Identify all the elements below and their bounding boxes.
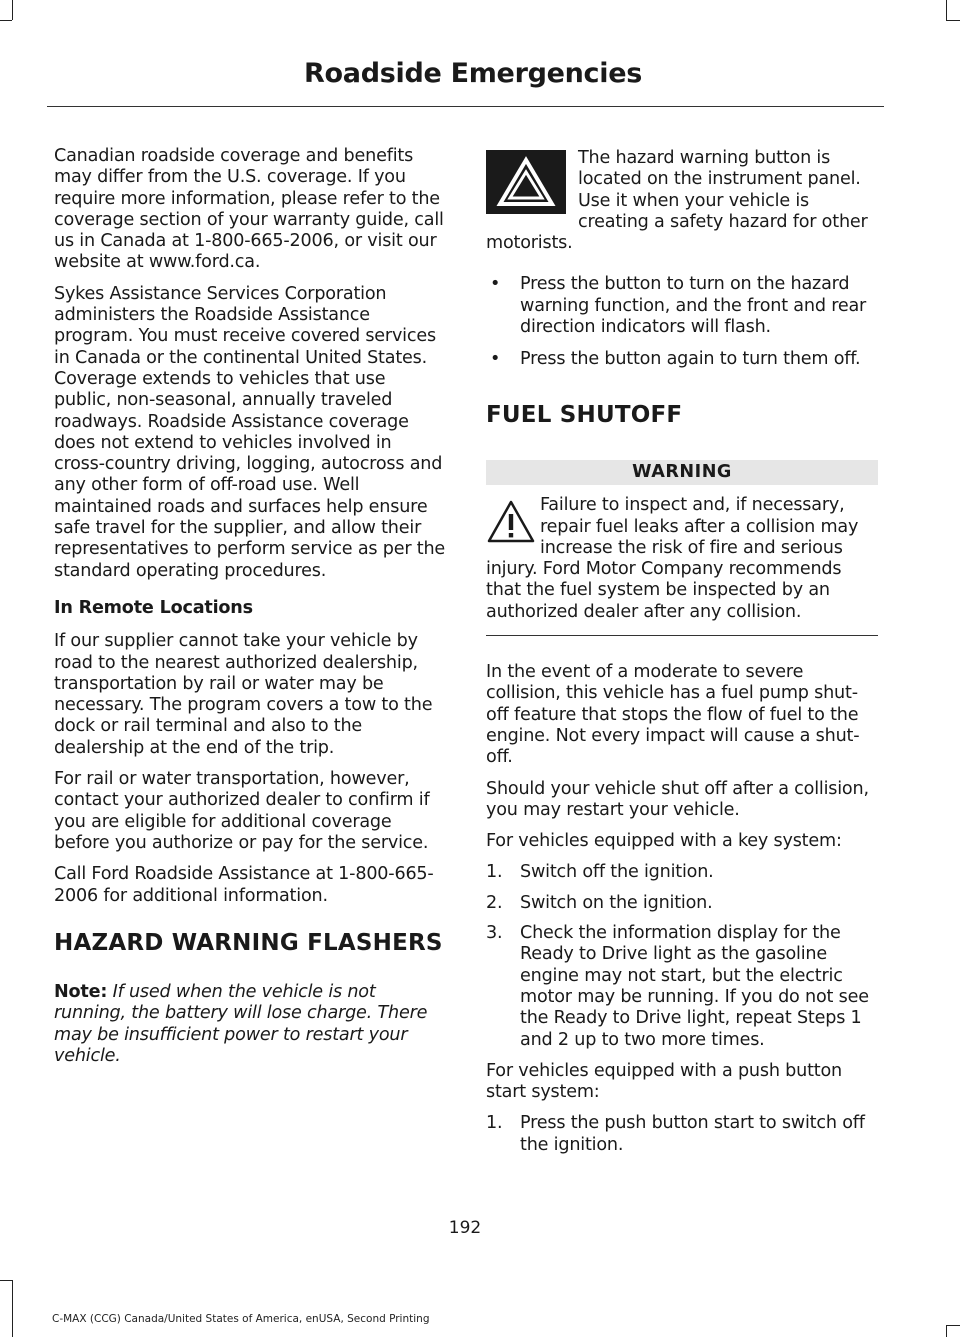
page-header xyxy=(0,58,960,89)
crop-mark xyxy=(12,0,13,20)
step-number: 3. xyxy=(486,923,503,944)
paragraph: Canadian roadside coverage and benefits may differ from the U.S. coverage. If you require more information, please refer to the coverage section of your warranty guide, call us in Canada at 1-800-665-2006, or visit our website at www.ford.ca. xyxy=(54,146,444,273)
paragraph: In the event of a moderate to severe collision, this vehicle has a fuel pump shut-off feature that stops the flow of fuel to the engine. Not every impact will cause a shut-off. xyxy=(486,662,860,768)
crop-mark xyxy=(0,1280,12,1281)
list-item xyxy=(486,1113,878,1156)
crop-mark xyxy=(946,0,947,20)
crop-mark xyxy=(0,20,12,21)
step-number: 2. xyxy=(486,892,503,913)
note-label: Note: xyxy=(54,982,108,1003)
crop-mark xyxy=(946,1325,960,1326)
hazard-text: The hazard warning button is located on the instrument panel. Use it when your vehicle is creating a safety hazard for other motorists. xyxy=(486,148,868,254)
left-column xyxy=(54,146,446,1077)
page-title: Roadside Emergencies xyxy=(304,58,642,89)
warning-box xyxy=(486,460,878,636)
step-number: 1. xyxy=(486,862,503,883)
list-item: • Press the button again to turn them off. xyxy=(486,349,878,370)
hazard-bullets xyxy=(486,274,878,370)
list-item xyxy=(486,862,878,883)
key-system-steps xyxy=(486,862,878,1050)
footer-edition: C-MAX (CCG) Canada/United States of America, enUSA, Second Printing xyxy=(52,1313,430,1325)
hazard-triangle-icon xyxy=(486,150,566,214)
step-text: Switch on the ignition. xyxy=(520,892,713,913)
step-text: Switch off the ignition. xyxy=(520,862,714,883)
step-number: 1. xyxy=(486,1113,503,1134)
right-column xyxy=(486,146,878,1166)
push-button-steps xyxy=(486,1113,878,1156)
warning-label: WARNING xyxy=(486,460,878,485)
paragraph: For vehicles equipped with a push button start system: xyxy=(486,1060,843,1103)
subheading-remote-locations: In Remote Locations xyxy=(54,597,253,618)
hazard-block xyxy=(486,148,878,264)
list-item xyxy=(486,893,878,914)
list-item: • Press the button to turn on the hazard warning function, and the front and rear direction indicators will flash. xyxy=(486,274,878,338)
paragraph: For rail or water transportation, however, contact your authorized dealer to confirm if you are eligible for additional coverage before you authorize or pay for the service. xyxy=(54,769,430,853)
list-item xyxy=(486,923,878,1051)
paragraph: If our supplier cannot take your vehicle by road to the nearest authorized dealership, transportation by rail or water may be necessary. The program covers a tow to the dock or rail terminal and also to the dealership at the end of the trip. xyxy=(54,631,433,758)
crop-mark xyxy=(946,1325,947,1337)
paragraph: Sykes Assistance Services Corporation administers the Roadside Assistance program. You must receive covered services in Canada or the continental United States. Coverage extends to vehicles that use public, non-seasonal, annually traveled roadways. Roadside Assistance coverage does not extend to vehicles involved in cross-country driving, logging, autocross and any other form of off-road use. Well maintained roads and surfaces help ensure safe travel for the supplier, and allow their representatives to perform service as per the standard operating procedures. xyxy=(54,283,446,581)
warning-text: Failure to inspect and, if necessary, repair fuel leaks after a collision may increase the risk of fire and serious injury. Ford Motor Company recommends that the fuel system be inspected by an authorized dealer after any collision. xyxy=(486,495,859,622)
note xyxy=(54,982,446,1067)
paragraph: Should your vehicle shut off after a collision, you may restart your vehicle. xyxy=(486,778,869,820)
header-rule xyxy=(47,106,884,107)
section-heading-hazard: HAZARD WARNING FLASHERS xyxy=(54,929,443,956)
crop-mark xyxy=(946,20,960,21)
page-number: 192 xyxy=(448,1218,482,1238)
paragraph: Call Ford Roadside Assistance at 1-800-665-2006 for additional information. xyxy=(54,864,434,906)
paragraph: For vehicles equipped with a key system: xyxy=(486,831,842,852)
warning-exclamation-icon xyxy=(486,499,536,545)
step-text: Check the information display for the Ready to Drive light as the gasoline engine may not start, but the electric motor may be running. If you do not see the Ready to Drive light, repeat Steps 1 and 2 up to two more times. xyxy=(520,923,869,1050)
note-text: If used when the vehicle is not running, the battery will lose charge. There may be insufficient power to restart your vehicle. xyxy=(54,982,428,1066)
crop-mark xyxy=(12,1280,13,1337)
step-text: Press the push button start to switch off the ignition. xyxy=(520,1113,865,1155)
section-heading-fuel: FUEL SHUTOFF xyxy=(486,401,683,428)
